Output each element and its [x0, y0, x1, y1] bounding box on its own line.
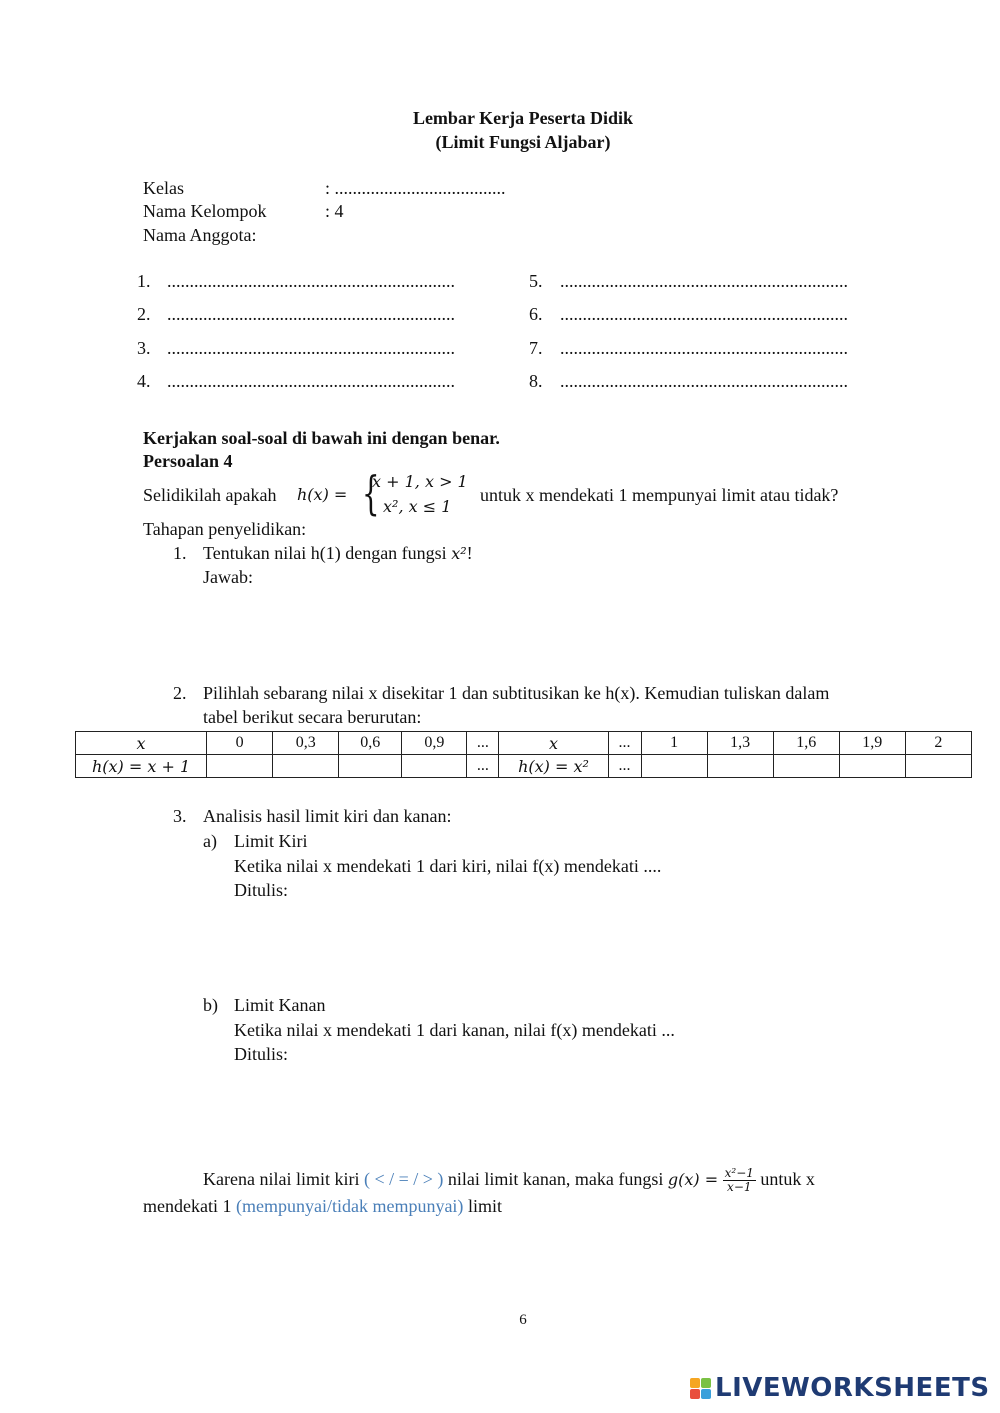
- case-two: x², x ≤ 1: [383, 497, 452, 516]
- question-end: untuk x mendekati 1 mempunyai limit atau tidak?: [480, 485, 839, 505]
- logo-grid-icon: [690, 1378, 711, 1399]
- table-row: [76, 755, 972, 778]
- member-line: ................................................................: [167, 371, 455, 391]
- table-cell: 0,9: [402, 732, 467, 755]
- member-num: 1.: [137, 271, 151, 291]
- sub-label: b): [203, 995, 218, 1015]
- instruction-heading: Kerjakan soal-soal di bawah ini dengan benar.: [143, 428, 500, 448]
- table-input-cell[interactable]: [707, 755, 773, 778]
- step2-line1: Pilihlah sebarang nilai x disekitar 1 dan subtitusikan ke h(x). Kemudian tuliskan dalam: [203, 683, 830, 703]
- member-line: ................................................................: [560, 271, 848, 291]
- step2-line2: tabel berikut secara berurutan:: [203, 707, 422, 727]
- member-line: ................................................................: [167, 271, 455, 291]
- step1-math: x²: [451, 544, 467, 563]
- table-cell: h(x) = x²: [499, 755, 608, 778]
- table-cell: ...: [608, 732, 641, 755]
- step-number: 3.: [173, 806, 187, 826]
- table-input-cell[interactable]: [207, 755, 273, 778]
- member-num: 2.: [137, 304, 151, 324]
- liveworksheets-logo[interactable]: [690, 1373, 990, 1403]
- stages-label: Tahapan penyelidikan:: [143, 519, 307, 539]
- member-line: ................................................................: [167, 338, 455, 358]
- brace-icon: {: [362, 466, 380, 520]
- kelompok-label: Nama Kelompok: [143, 201, 267, 221]
- kelompok-value: : 4: [325, 201, 344, 221]
- member-num: 3.: [137, 338, 151, 358]
- member-num: 5.: [529, 271, 543, 291]
- step1-text: [203, 543, 473, 565]
- conclusion-text: mendekati 1: [143, 1196, 232, 1216]
- worksheet-subtitle: (Limit Fungsi Aljabar): [435, 132, 611, 152]
- table-input-cell[interactable]: [905, 755, 971, 778]
- table-cell: 0,6: [339, 732, 402, 755]
- fraction: [723, 1167, 756, 1194]
- member-line: ................................................................: [560, 338, 848, 358]
- conclusion-text: Karena nilai limit kiri: [203, 1168, 360, 1189]
- limit-right-title: Limit Kanan: [234, 995, 326, 1015]
- member-num: 8.: [529, 371, 543, 391]
- worksheet-title: Lembar Kerja Peserta Didik: [412, 108, 634, 128]
- limit-left-title: Limit Kiri: [234, 831, 308, 851]
- sub-label: a): [203, 831, 217, 851]
- anggota-label: Nama Anggota:: [143, 225, 257, 245]
- conclusion-text: limit: [467, 1196, 502, 1216]
- question-start: Selidikilah apakah: [143, 485, 277, 505]
- kelas-label: Kelas: [143, 178, 184, 198]
- table-cell: 1,9: [839, 732, 905, 755]
- limit-left-written: Ditulis:: [234, 880, 289, 900]
- table-input-cell[interactable]: [839, 755, 905, 778]
- step-number: 1.: [173, 543, 187, 563]
- function-name: h(x) =: [297, 485, 348, 504]
- limit-right-written: Ditulis:: [234, 1044, 289, 1064]
- comparison-choice[interactable]: ( < / = / > ): [363, 1168, 444, 1189]
- step-number: 2.: [173, 683, 187, 703]
- step3-text: Analisis hasil limit kiri dan kanan:: [203, 806, 452, 826]
- member-line: ................................................................: [560, 304, 848, 324]
- table-cell: 1,3: [707, 732, 773, 755]
- step1-text-main: Tentukan nilai h(1) dengan fungsi: [203, 543, 447, 563]
- member-num: 4.: [137, 371, 151, 391]
- conclusion-text: nilai limit kanan, maka fungsi: [447, 1168, 664, 1189]
- member-num: 6.: [529, 304, 543, 324]
- limit-left-text: Ketika nilai x mendekati 1 dari kiri, nilai f(x) mendekati ....: [234, 856, 662, 876]
- brand-text: LIVEWORKSHEETS: [715, 1373, 990, 1403]
- fraction-denominator: x−1: [727, 1180, 752, 1195]
- table-cell: ...: [608, 755, 641, 778]
- member-line: ................................................................: [167, 304, 455, 324]
- page-number: 6: [519, 1312, 527, 1328]
- table-input-cell[interactable]: [402, 755, 467, 778]
- table-cell: ...: [467, 755, 499, 778]
- table-input-cell[interactable]: [339, 755, 402, 778]
- table-cell: 1,6: [773, 732, 839, 755]
- conclusion-line1: [203, 1167, 815, 1194]
- fraction-numerator: x²−1: [724, 1166, 754, 1180]
- limit-choice[interactable]: (mempunyai/tidak mempunyai): [235, 1196, 464, 1216]
- problem-heading: Persoalan 4: [143, 451, 233, 471]
- table-input-cell[interactable]: [641, 755, 707, 778]
- table-row: [76, 732, 972, 755]
- table-cell: ...: [467, 732, 499, 755]
- table-cell: x: [76, 732, 207, 755]
- conclusion-text: untuk x: [760, 1168, 815, 1189]
- table-cell: h(x) = x + 1: [76, 755, 207, 778]
- table-input-cell[interactable]: [773, 755, 839, 778]
- limit-right-text: Ketika nilai x mendekati 1 dari kanan, nilai f(x) mendekati ...: [234, 1020, 675, 1040]
- member-num: 7.: [529, 338, 543, 358]
- table-cell: x: [499, 732, 608, 755]
- member-line: ................................................................: [560, 371, 848, 391]
- table-cell: 0: [207, 732, 273, 755]
- function-g: g(x) =: [667, 1169, 719, 1189]
- step1-suffix: !: [466, 543, 473, 563]
- table-cell: 1: [641, 732, 707, 755]
- values-table: [75, 731, 972, 778]
- case-one: x + 1, x > 1: [372, 472, 468, 491]
- kelas-value: : ......................................: [325, 178, 506, 198]
- table-input-cell[interactable]: [273, 755, 339, 778]
- answer-label: Jawab:: [203, 567, 253, 587]
- table-cell: 2: [905, 732, 971, 755]
- table-cell: 0,3: [273, 732, 339, 755]
- conclusion-line2: [143, 1196, 502, 1218]
